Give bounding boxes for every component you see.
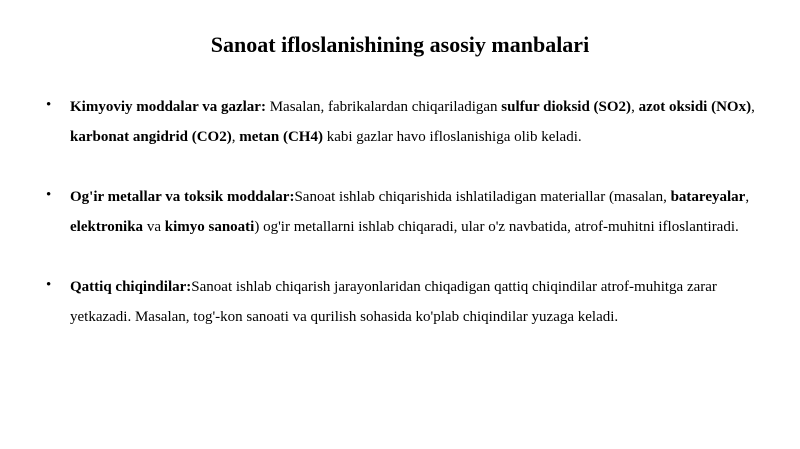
term-so2: sulfur dioksid (SO2) bbox=[501, 99, 632, 115]
bullet-item-heavy-metals bbox=[46, 182, 766, 242]
bullet-icon: • bbox=[46, 277, 52, 293]
term-electronics: elektronika bbox=[70, 219, 144, 235]
bullet-text: , bbox=[751, 99, 755, 115]
bullet-heading: Og'ir metallar va toksik moddalar: bbox=[70, 189, 295, 205]
bullet-list bbox=[46, 92, 766, 362]
term-co2: karbonat angidrid (CO2) bbox=[70, 129, 232, 145]
bullet-icon: • bbox=[46, 187, 52, 203]
bullet-text: , bbox=[745, 189, 750, 205]
slide-title: Sanoat ifloslanishining asosiy manbalari bbox=[210, 32, 590, 57]
bullet-heading: Kimyoviy moddalar va gazlar: bbox=[70, 99, 266, 115]
term-nox: azot oksidi (NOx) bbox=[638, 99, 752, 115]
bullet-text: kabi gazlar havo ifloslanishiga olib keladi. bbox=[322, 129, 582, 145]
bullet-text: Sanoat ishlab chiqarishida ishlatiladigan materiallar (masalan, bbox=[294, 189, 671, 205]
bullet-text: Masalan, fabrikalardan chiqariladigan bbox=[265, 99, 502, 115]
bullet-item-chemicals bbox=[46, 92, 766, 152]
bullet-text: , bbox=[231, 129, 240, 145]
bullet-text: Sanoat ishlab chiqarish jarayonlaridan chiqadigan qattiq chiqindilar atrof-muhitga zarar yetkazadi. Masalan, tog'-kon sanoati va qurilish sohasida ko'plab chiqindilar yuzaga keladi. bbox=[70, 279, 717, 325]
term-ch4: metan (CH4) bbox=[239, 129, 323, 145]
term-batteries: batareyalar bbox=[670, 189, 746, 205]
bullet-heading: Qattiq chiqindilar: bbox=[70, 279, 192, 295]
bullet-text: , bbox=[631, 99, 639, 115]
bullet-item-solid-waste bbox=[46, 272, 766, 332]
bullet-text: ) og'ir metallarni ishlab chiqaradi, ular o'z navbatida, atrof-muhitni ifloslantiradi. bbox=[254, 219, 739, 235]
bullet-icon: • bbox=[46, 97, 52, 113]
bullet-text: va bbox=[143, 219, 165, 235]
term-chemical-industry: kimyo sanoati bbox=[164, 219, 255, 235]
